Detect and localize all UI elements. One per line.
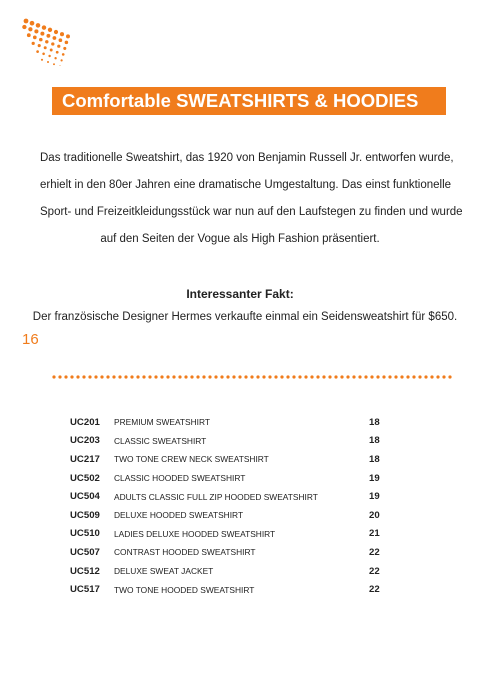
product-name: CLASSIC HOODED SWEATSHIRT	[114, 473, 246, 484]
fact-text: Der französische Designer Hermes verkaufte einmal ein Seidensweatshirt für $650.	[32, 311, 458, 323]
product-name: ADULTS CLASSIC FULL ZIP HOODED SWEATSHIRT	[114, 491, 318, 502]
product-name: CLASSIC SWEATSHIRT	[114, 435, 207, 446]
table-row	[70, 525, 400, 544]
product-code: UC203	[70, 435, 100, 447]
product-page: 18	[369, 435, 380, 447]
table-row	[70, 487, 400, 506]
product-code: UC201	[70, 416, 100, 428]
table-row	[70, 450, 400, 469]
table-row	[70, 580, 400, 599]
product-name: TWO TONE HOODED SWEATSHIRT	[114, 584, 255, 595]
product-name: PREMIUM SWEATSHIRT	[114, 417, 211, 428]
product-page: 22	[369, 584, 380, 596]
product-page: 21	[369, 528, 380, 540]
fact-heading: Interessanter Fakt:	[186, 287, 294, 301]
intro-line: auf den Seiten der Vogue als High Fashion präsentiert.	[100, 233, 380, 245]
product-page: 18	[369, 453, 380, 465]
dotted-divider	[52, 374, 452, 380]
table-row	[70, 506, 400, 525]
product-code: UC509	[70, 509, 100, 521]
page-number: 16	[22, 331, 39, 348]
table-row	[70, 543, 400, 562]
product-page: 18	[369, 416, 380, 428]
product-name: DELUXE HOODED SWEATSHIRT	[114, 510, 244, 521]
intro-paragraph	[40, 145, 463, 253]
product-code: UC504	[70, 491, 100, 503]
product-name: DELUXE SWEAT JACKET	[114, 566, 214, 577]
table-row	[70, 413, 400, 432]
product-code: UC510	[70, 528, 100, 540]
product-code: UC507	[70, 546, 100, 558]
product-name: TWO TONE CREW NECK SWEATSHIRT	[114, 454, 269, 465]
table-row	[70, 562, 400, 581]
page-title: Comfortable SWEATSHIRTS & HOODIES	[52, 87, 446, 115]
product-name: CONTRAST HOODED SWEATSHIRT	[114, 547, 256, 558]
table-row	[70, 432, 400, 451]
product-name: LADIES DELUXE HOODED SWEATSHIRT	[114, 528, 276, 539]
product-page: 19	[369, 491, 380, 503]
product-page: 22	[369, 546, 380, 558]
intro-line: Das traditionelle Sweatshirt, das 1920 von Benjamin Russell Jr. entworfen wurde,	[40, 152, 454, 164]
product-page: 22	[369, 565, 380, 577]
product-code: UC512	[70, 565, 100, 577]
intro-line: erhielt in den 80er Jahren eine dramatische Umgestaltung. Das einst funktionelle	[40, 179, 452, 191]
orange-dot-grid-logo-icon	[20, 16, 70, 66]
product-code: UC517	[70, 584, 100, 596]
product-code: UC217	[70, 453, 100, 465]
product-index-table	[70, 413, 400, 599]
product-page: 19	[369, 472, 380, 484]
table-row	[70, 469, 400, 488]
product-code: UC502	[70, 472, 100, 484]
product-page: 20	[369, 509, 380, 521]
intro-line: Sport- und Freizeitkleidungsstück war nun auf den Laufstegen zu finden und wurde	[40, 206, 463, 218]
